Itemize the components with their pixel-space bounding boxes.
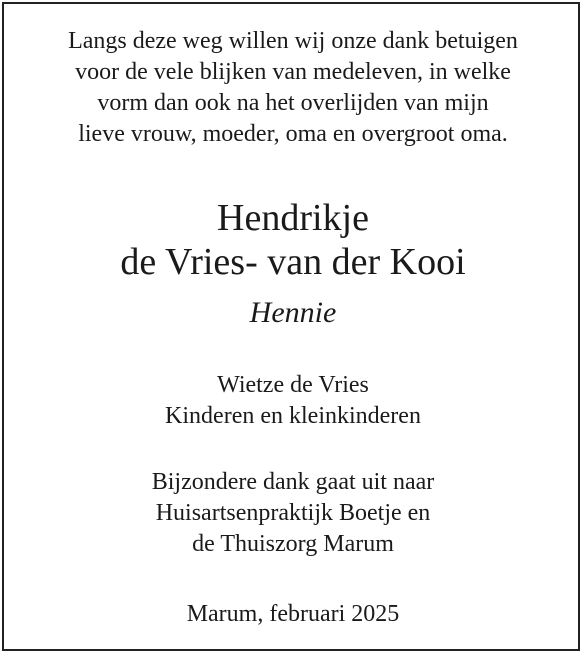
signature-line: Kinderen en kleinkinderen (165, 403, 421, 429)
thank-you-message (4, 26, 582, 150)
message-line: voor de vele blijken van medeleven, in welke (75, 59, 511, 85)
signature-line: Wietze de Vries (217, 372, 369, 398)
thanks-line: Huisartsenpraktijk Boetje en (155, 500, 431, 526)
nickname: Hennie (249, 296, 337, 329)
notice-border (2, 2, 580, 651)
first-name: Hendrikje (217, 197, 369, 239)
family-name: de Vries- van der Kooi (120, 241, 466, 283)
deceased-name (4, 196, 582, 284)
thanks-line: de Thuiszorg Marum (192, 531, 394, 557)
message-line: Langs deze weg willen wij onze dank betuigen (68, 28, 518, 54)
message-line: lieve vrouw, moeder, oma en overgroot oma. (78, 121, 508, 147)
special-thanks (4, 467, 582, 560)
thanks-line: Bijzondere dank gaat uit naar (151, 469, 435, 495)
place-and-date: Marum, februari 2025 (186, 601, 400, 627)
family-signature (4, 370, 582, 432)
message-line: vorm dan ook na het overlijden van mijn (97, 90, 489, 116)
